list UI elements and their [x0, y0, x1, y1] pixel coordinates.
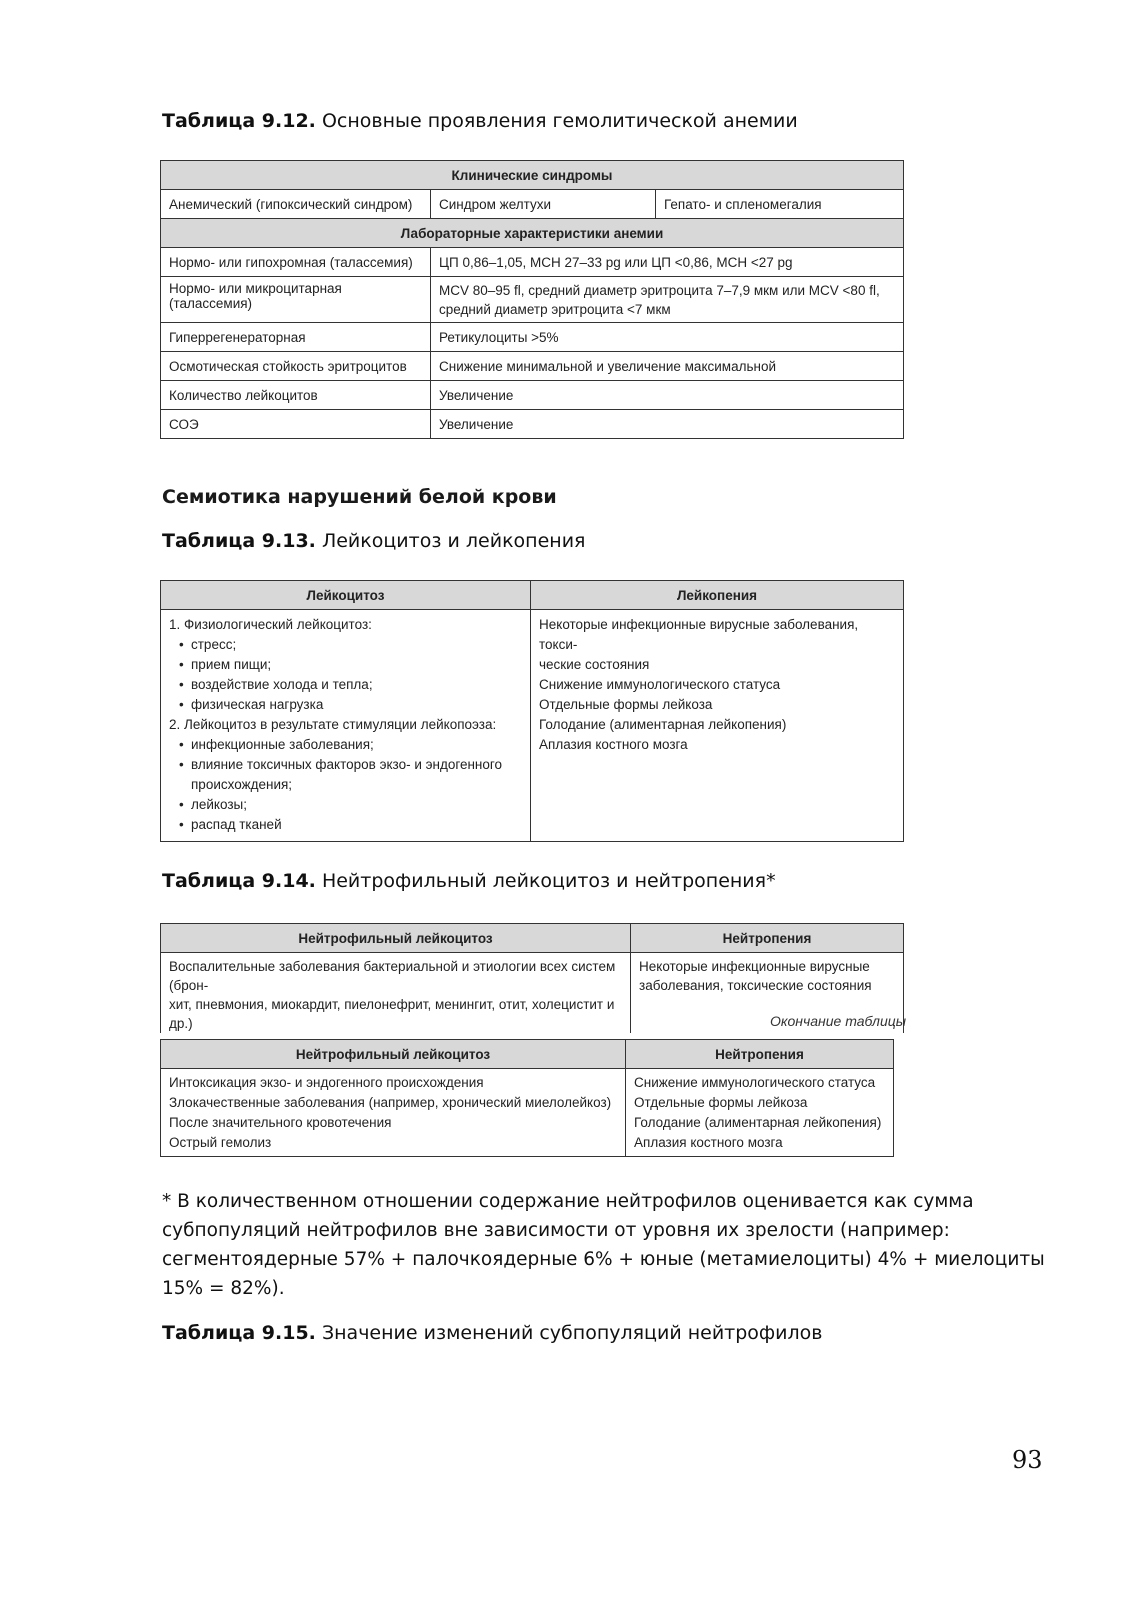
leukopenia-cell	[531, 610, 904, 842]
list-item: Отдельные формы лейкоза	[539, 697, 713, 712]
list-item: Снижение иммунологического статуса	[539, 677, 781, 692]
leukocytosis-cell	[161, 953, 631, 1034]
table-row	[161, 410, 904, 439]
table-9-13-caption	[162, 530, 585, 552]
row-value: Увеличение	[431, 410, 904, 439]
caption-number: Таблица 9.12.	[162, 110, 316, 132]
cell-line: Некоторые инфекционные вирусные	[639, 959, 870, 974]
caption-text: Нейтрофильный лейкоцитоз и нейтропения*	[321, 870, 776, 892]
list-item: • инфекционные заболевания;	[169, 735, 522, 755]
list-item: Аплазия костного мозга	[634, 1135, 783, 1150]
row-value: Увеличение	[431, 381, 904, 410]
cell-line: хит, пневмония, миокардит, пиелонефрит, менингит, отит, холецистит и др.)	[169, 997, 615, 1031]
list-item: • стресс;	[169, 635, 522, 655]
row-value: Ретикулоциты >5%	[431, 323, 904, 352]
list-item: • прием пищи;	[169, 655, 522, 675]
header-neutropenia: Нейтропения	[631, 924, 904, 953]
list-item: Отдельные формы лейкоза	[634, 1095, 808, 1110]
caption-number: Таблица 9.14.	[162, 870, 316, 892]
table-row	[161, 352, 904, 381]
list-item: Голодание (алиментарная лейкопения)	[634, 1115, 882, 1130]
table-9-12-caption	[162, 110, 798, 132]
list-item: Злокачественные заболевания (например, хронический миелолейкоз)	[169, 1095, 612, 1110]
footnote: * В количественном отношении содержание нейтрофилов оценивается как сумма субпопуляций нейтрофилов вне зависимости от уровня их зрелости (например: сегментоядерные 57% + палочкоядерные 6% + юные (метамиелоциты) 4% + миелоциты 15% = 82%).	[162, 1191, 1045, 1299]
section-title: Семиотика нарушений белой крови	[162, 486, 557, 508]
row-value: Снижение минимальной и увеличение максимальной	[431, 352, 904, 381]
header-neutropenia: Нейтропения	[626, 1040, 894, 1069]
row-value-line1: MCV 80–95 fl, средний диаметр эритроцита 7–7,9 мкм или MCV <80 fl,	[439, 283, 880, 298]
header-lab-characteristics: Лабораторные характеристики анемии	[161, 219, 904, 248]
header-leukopenia: Лейкопения	[531, 581, 904, 610]
leukocytosis-cell	[161, 1069, 626, 1157]
list-item: Некоторые инфекционные вирусные заболевания, токси-	[539, 617, 859, 652]
row-label: Осмотическая стойкость эритроцитов	[161, 352, 431, 381]
list-item-continuation: происхождения;	[191, 777, 293, 792]
row-label: Нормо- или гипохромная (талассемия)	[161, 248, 431, 277]
row-label: СОЭ	[161, 410, 431, 439]
list-item: • воздействие холода и тепла;	[169, 675, 522, 695]
cell-line: заболевания, токсические состояния	[639, 978, 872, 993]
list-item: • влияние токсичных факторов экзо- и эндогенного	[169, 755, 522, 775]
leukocytosis-cell	[161, 610, 531, 842]
header-leukocytosis: Лейкоцитоз	[161, 581, 531, 610]
syndrome-cell: Гепато- и спленомегалия	[656, 190, 904, 219]
syndrome-cell: Синдром желтухи	[431, 190, 656, 219]
row-value: ЦП 0,86–1,05, MCH 27–33 pg или ЦП <0,86, MCH <27 pg	[431, 248, 904, 277]
header-clinical-syndromes: Клинические синдромы	[161, 161, 904, 190]
table-9-14-caption	[162, 870, 776, 892]
continuation-note: Окончание таблицы	[770, 1013, 907, 1029]
list-item: Голодание (алиментарная лейкопения)	[539, 717, 787, 732]
syndrome-cell: Анемический (гипоксический синдром)	[161, 190, 431, 219]
page-number: 93	[1012, 1446, 1043, 1474]
header-neutrophilic-leukocytosis: Нейтрофильный лейкоцитоз	[161, 1040, 626, 1069]
list-item: Интоксикация экзо- и эндогенного происхождения	[169, 1075, 484, 1090]
caption-text: Значение изменений субпопуляций нейтрофилов	[321, 1322, 823, 1344]
list-heading: 1. Физиологический лейкоцитоз:	[169, 617, 372, 632]
list-item: • лейкозы;	[169, 795, 522, 815]
row-value-line2: средний диаметр эритроцита <7 мкм	[439, 302, 671, 317]
list-item: Снижение иммунологического статуса	[634, 1075, 876, 1090]
table-9-14-part-b	[160, 1039, 894, 1157]
cell-line: Воспалительные заболевания бактериальной и этиологии всех систем (брон-	[169, 959, 616, 993]
caption-text: Основные проявления гемолитической анемии	[321, 110, 798, 132]
caption-text: Лейкоцитоз и лейкопения	[321, 530, 586, 552]
row-label: Количество лейкоцитов	[161, 381, 431, 410]
table-row	[161, 248, 904, 277]
list-item: Аплазия костного мозга	[539, 737, 688, 752]
list-item: Острый гемолиз	[169, 1135, 272, 1150]
table-row	[161, 381, 904, 410]
row-label: Гиперрегенераторная	[161, 323, 431, 352]
row-value	[431, 277, 904, 323]
header-neutrophilic-leukocytosis: Нейтрофильный лейкоцитоз	[161, 924, 631, 953]
table-9-15-caption	[162, 1322, 823, 1344]
list-item: После значительного кровотечения	[169, 1115, 392, 1130]
table-row	[161, 277, 904, 323]
list-item: • распад тканей	[169, 815, 522, 835]
row-label: Нормо- или микроцитарная (талассемия)	[161, 277, 431, 323]
list-item-continuation: ческие состояния	[539, 657, 650, 672]
neutropenia-cell	[626, 1069, 894, 1157]
list-heading: 2. Лейкоцитоз в результате стимуляции лейкопоэза:	[169, 717, 497, 732]
list-item: • физическая нагрузка	[169, 695, 522, 715]
table-9-13	[160, 580, 904, 842]
caption-number: Таблица 9.15.	[162, 1322, 316, 1344]
table-row	[161, 323, 904, 352]
caption-number: Таблица 9.13.	[162, 530, 316, 552]
table-9-12	[160, 160, 904, 439]
